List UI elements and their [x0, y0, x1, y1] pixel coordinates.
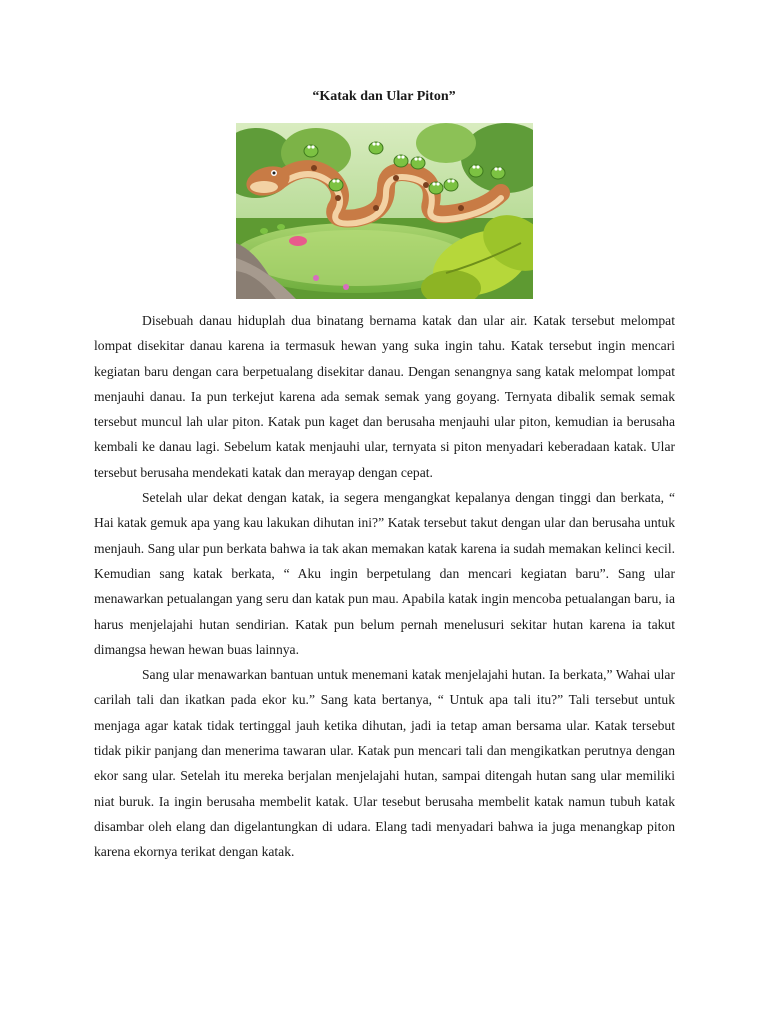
paragraph: Disebuah danau hiduplah dua binatang bernama katak dan ular air. Katak tersebut melompat lompat disekitar danau karena ia termasuk hewan yang suka ingin tahu. Katak tersebut ingin mencari kegiatan baru dengan cara berpetualang disekitar danau. Dengan senangnya sang katak melompat lompat menjauhi danau. Ia pun terkejut karena ada semak semak yang goyang. Ternyata dibalik semak semak tersebut muncul lah ular piton. Katak pun kaget dan berusaha menjauhi ular piton, kemudian ia berusaha kembali ke danau lagi. Sebelum katak menjauhi ular, ternyata si piton menyadari keberadaan katak. Ular tersebut berusaha mendekati katak dan merayap dengan cepat. — [94, 313, 675, 480]
story-illustration — [236, 123, 533, 299]
paragraph: Setelah ular dekat dengan katak, ia segera mengangkat kepalanya dengan tinggi dan berkata, “ Hai katak gemuk apa yang kau lakukan dihutan ini?” Katak tersebut takut dengan ular dan berusaha untuk menjauh. Sang ular pun berkata bahwa ia tak akan memakan katak karena ia sudah memakan kelinci kecil. Kemudian sang katak berkata, “ Aku ingin berpetulang dan mencari kegiatan baru”. Sang ular menawarkan petualangan yang seru dan katak pun mau. Apabila katak ingin mencoba petualangan baru, ia harus menjelajahi hutan sendirian. Katak pun belum pernah menelusuri sekitar hutan karena ia takut dimangsa hewan hewan buas lainnya. — [94, 490, 675, 657]
page-title: “Katak dan Ular Piton” — [312, 89, 456, 104]
paragraph: Sang ular menawarkan bantuan untuk menemani katak menjelajahi hutan. Ia berkata,” Wahai ular carilah tali dan ikatkan pada ekor ku.” Sang kata bertanya, “ Untuk apa tali itu?” Tali tersebut untuk menjaga agar katak tidak tertinggal jauh ketika dihutan, jadi ia tetap aman bersama ular. Katak tersebut tidak pikir panjang dan menerima tawaran ular. Katak pun mencari tali dan mengikatkan perutnya dengan ekor sang ular. Setelah itu mereka berjalan menjelajahi hutan, sampai ditengah hutan sang ular memiliki niat buruk. Ia ingin berusaha membelit katak. Ular tesebut berusaha membelit katak namun tubuh katak disambar oleh elang dan digelantungkan di udara. Elang tadi menyadari bahwa ia juga menangkap piton karena ekornya terikat dengan katak. — [94, 667, 675, 860]
story-body — [94, 308, 675, 865]
snake-and-frogs-illustration — [236, 123, 533, 299]
